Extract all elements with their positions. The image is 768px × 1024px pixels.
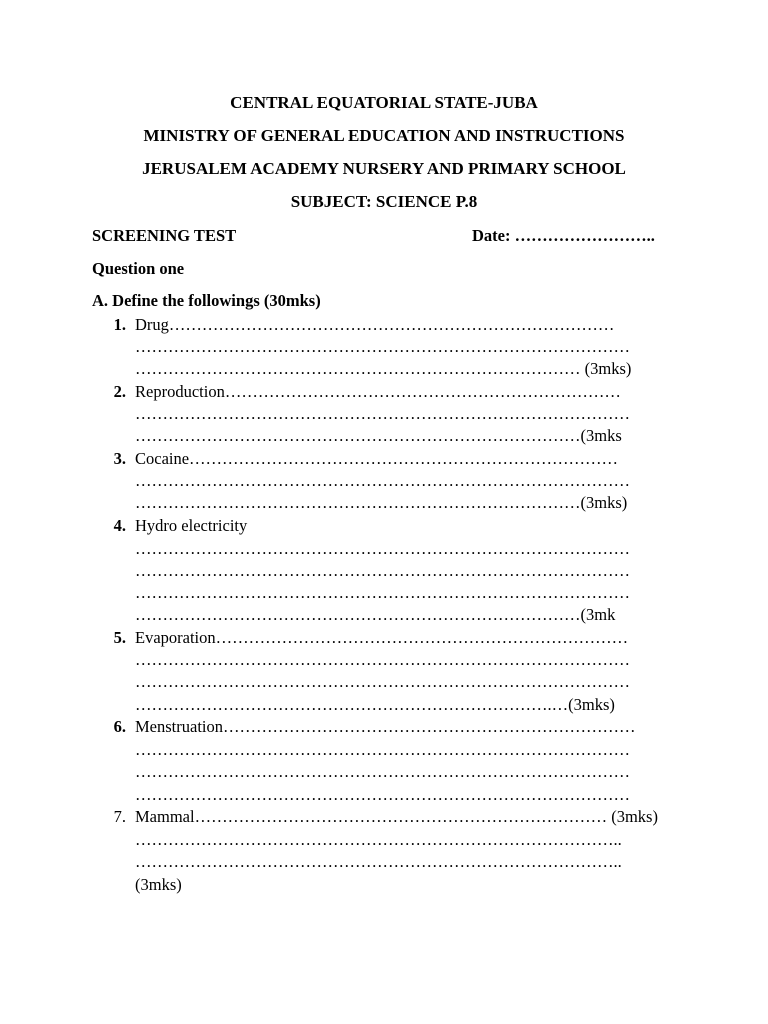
item-line: ………………………………………………………………………………	[135, 650, 630, 669]
item-line: ………………………………………………………………………………	[135, 672, 630, 691]
section-instruction: A. Define the followings (30mks)	[92, 291, 321, 310]
item-line: ………………………………………………………………………………	[135, 762, 630, 781]
item-line: Drug………………………………………………………………………	[135, 315, 615, 334]
item-line: ………………………………………………………………………(3mks	[135, 426, 622, 445]
item-line: ………………………………………………………………………………	[135, 583, 630, 602]
item-line: ………………………………………………………………….…(3mks)	[135, 695, 615, 714]
item-number: 3.	[113, 449, 126, 468]
item-line: ………………………………………………………………………(3mk	[135, 605, 616, 624]
item-number: 1.	[113, 315, 126, 334]
item-line: ………………………………………………………………………………	[135, 561, 630, 580]
item-number: 7.	[113, 807, 126, 826]
item-number: 2.	[113, 382, 126, 401]
item-line: Cocaine……………………………………………………………………	[135, 449, 619, 468]
header-subject: SUBJECT: SCIENCE P.8	[290, 192, 478, 211]
item-line: Menstruation…………………………………………………………………	[135, 717, 636, 736]
test-date: Date: ……………………..	[472, 226, 655, 245]
header-ministry: MINISTRY OF GENERAL EDUCATION AND INSTRUCTIONS	[143, 126, 625, 145]
header-state: CENTRAL EQUATORIAL STATE-JUBA	[230, 93, 538, 112]
item-line: ………………………………………………………………………………	[135, 471, 630, 490]
item-line: Mammal………………………………………………………………… (3mks)	[135, 807, 658, 826]
item-line: ……………………………………………………………………… (3mks)	[135, 359, 632, 378]
item-line: (3mks)	[135, 875, 182, 894]
item-number: 6.	[113, 717, 126, 736]
item-line: ……………………………………………………………………………..	[135, 852, 622, 871]
item-line: ……………………………………………………………………………..	[135, 830, 622, 849]
item-line: Reproduction………………………………………………………………	[135, 382, 621, 401]
question-heading: Question one	[92, 259, 185, 278]
item-line: ………………………………………………………………………………	[135, 785, 630, 804]
item-line: Evaporation…………………………………………………………………	[135, 628, 629, 647]
item-line: ………………………………………………………………………(3mks)	[135, 493, 628, 512]
item-line: ………………………………………………………………………………	[135, 740, 630, 759]
item-number: 5.	[113, 628, 126, 647]
item-number: 4.	[113, 516, 126, 535]
item-line: ………………………………………………………………………………	[135, 404, 630, 423]
test-title: SCREENING TEST	[92, 226, 237, 245]
item-line: Hydro electricity	[135, 516, 248, 535]
item-line: ………………………………………………………………………………	[135, 539, 630, 558]
item-line: ………………………………………………………………………………	[135, 337, 630, 356]
header-school: JERUSALEM ACADEMY NURSERY AND PRIMARY SCHOOL	[142, 159, 626, 178]
